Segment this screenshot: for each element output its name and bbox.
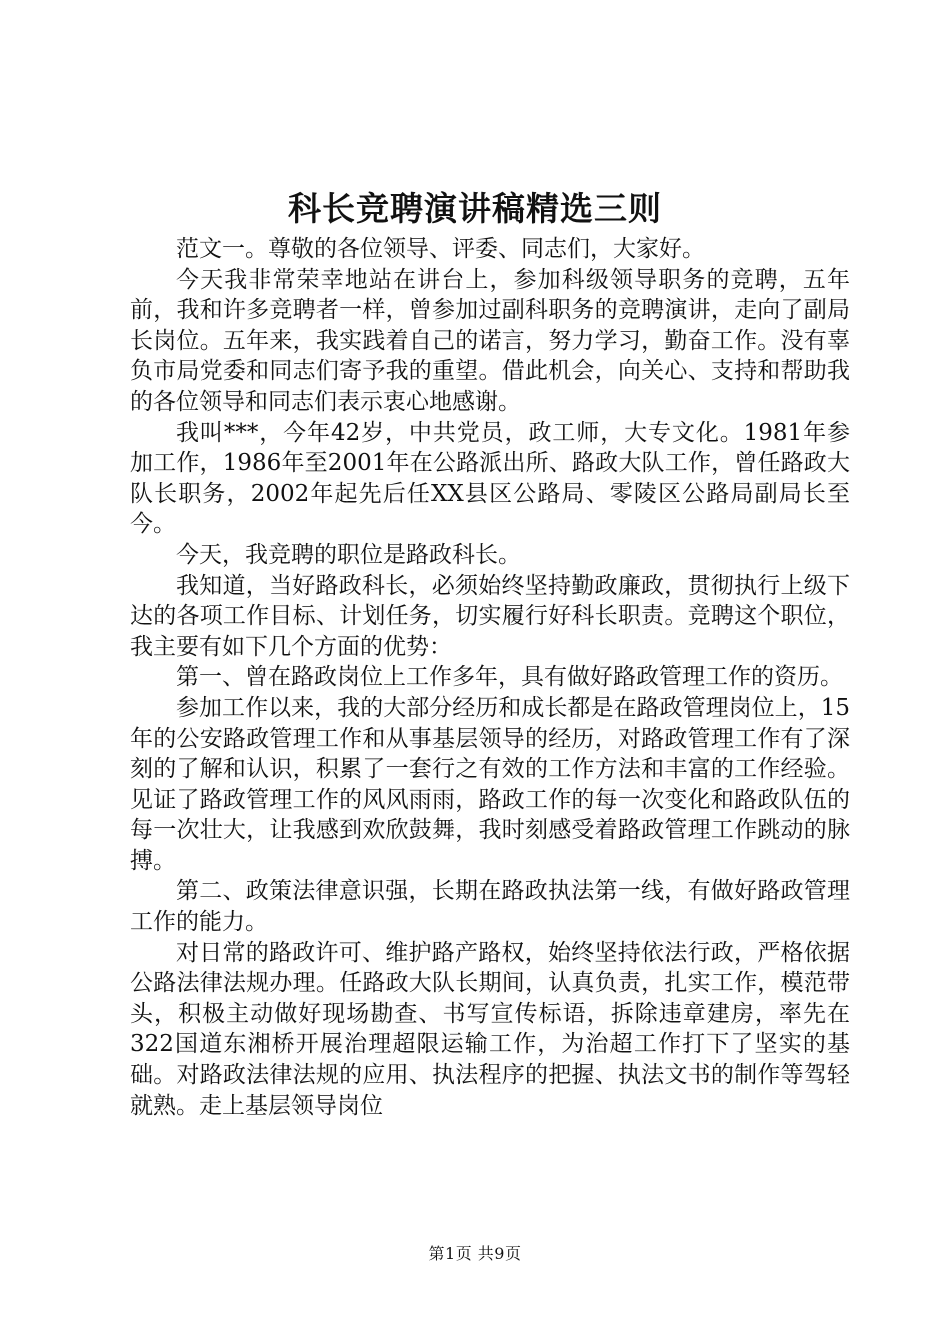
paragraph-law-enforcement: 对日常的路政许可、维护路产路权，始终坚持依法行政，严格依据公路法律法规办理。任路政大队长期间，认真负责，扎实工作，模范带头，积极主动做好现场勘查、书写宣传标语，拆除违章建房，率先在322国道东湘桥开展治理超限运输工作，为治超工作打下了坚实的基础。对路政法律法规的应用、执法程序的把握、执法文书的制作等驾轻就熟。走上基层领导岗位 xyxy=(130,939,850,1119)
paragraph-self-introduction: 我叫***，今年42岁，中共党员，政工师，大专文化。1981年参加工作，1986年至2001年在公路派出所、路政大队工作，曾任路政大队长职务，2002年起先后任XX县区公路局、零陵区公路局副局长至今。 xyxy=(130,419,850,538)
paragraph-advantages-intro: 我知道，当好路政科长，必须始终坚持勤政廉政，贯彻执行上级下达的各项工作目标、计划任务，切实履行好科长职责。竞聘这个职位，我主要有如下几个方面的优势： xyxy=(130,572,850,660)
paragraph-experience: 参加工作以来，我的大部分经历和成长都是在路政管理岗位上，15年的公安路政管理工作和从事基层领导的经历，对路政管理工作有了深刻的了解和认识，积累了一套行之有效的工作方法和丰富的工作经验。见证了路政管理工作的风风雨雨，路政工作的每一次变化和路政队伍的每一次壮大，让我感到欢欣鼓舞，我时刻感受着路政管理工作跳动的脉搏。 xyxy=(130,694,850,874)
paragraph-salutation: 范文一。尊敬的各位领导、评委、同志们，大家好。 xyxy=(176,236,705,262)
page-number-footer: 第1页 共9页 xyxy=(428,1244,522,1263)
paragraph-position: 今天，我竞聘的职位是路政科长。 xyxy=(176,541,521,568)
paragraph-advantage-one: 第一、曾在路政岗位上工作多年，具有做好路政管理工作的资历。 xyxy=(176,664,843,691)
paragraph-opening: 今天我非常荣幸地站在讲台上，参加科级领导职务的竞聘，五年前，我和许多竞聘者一样，曾参加过副科职务的竞聘演讲，走向了副局长岗位。五年来，我实践着自己的诺言，努力学习，勤奋工作。没有辜负市局党委和同志们寄予我的重望。借此机会，向关心、支持和帮助我的各位领导和同志们表示衷心地感谢。 xyxy=(130,266,850,415)
document-body xyxy=(130,234,850,1121)
document-title: 科长竞聘演讲稿精选三则 xyxy=(288,189,662,228)
paragraph-advantage-two: 第二、政策法律意识强，长期在路政执法第一线，有做好路政管理工作的能力。 xyxy=(130,878,850,936)
